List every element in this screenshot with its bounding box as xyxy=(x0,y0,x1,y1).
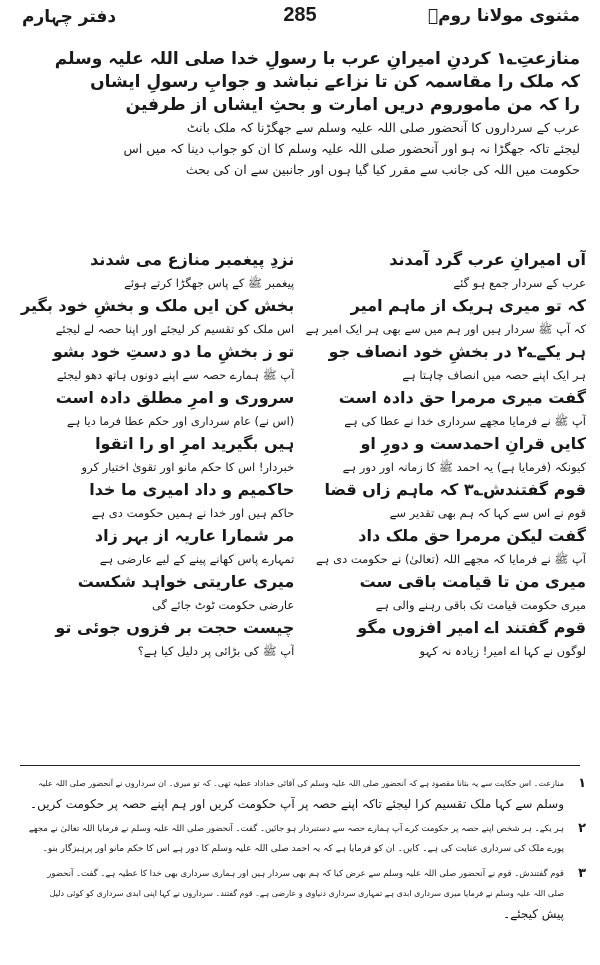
verse-second-hemistich: تو ز بخشِ ما دو دستِ خود بشو xyxy=(52,342,295,361)
translation-couplet xyxy=(14,272,586,294)
translation-second-half: (اس نے) عام سرداری اور حکم عطا فرما دیا ہے xyxy=(66,414,295,428)
translation-first-half: کہ آپ ﷺ سردار ہیں اور ہم میں سے بھی ہر ایک امیر ہے xyxy=(305,322,586,336)
translation-first-half: آپ ﷺ نے فرمایا کہ مجھے اللہ (تعالیٰ) نے حکومت دی ہے xyxy=(315,552,586,566)
translation-line: عرب کے سرداروں کا آنحضور صلی اللہ علیہ وسلم سے جھگڑنا کہ ملک بانٹ xyxy=(186,120,580,135)
verse-second-hemistich: بخش کن ایں ملک و بخشِ خود بگیر xyxy=(21,296,295,315)
footnote-divider xyxy=(20,765,580,766)
persian-couplet xyxy=(14,570,586,594)
heading-line: را کہ من ماموروم دریں امارت و بحثِ ایشاں از طرفین xyxy=(125,95,580,115)
verse-second-hemistich: حاکمیم و داد امیری ما خدا xyxy=(89,480,295,499)
verse-first-hemistich: کہ تو میری ہریک از ماہم امیر xyxy=(350,296,586,315)
footnote-text: ہر یکے۔ ہر شخص اپنے حصہ پر حکومت کرے آپ ہمارے حصہ سے دستبردار ہو جائیں۔ گفت۔ آنحضور صلی اللہ علیہ وسلم نے فرمایا اللہ تعالیٰ نے مجھے xyxy=(28,824,564,834)
footnote-text: قوم گفتندش۔ قوم نے آنحضور صلی اللہ علیہ وسلم سے عرض کیا کہ ہم بھی سردار ہیں اور ہماری سرداری بھی خدا کا عطیہ ہے۔ گفت۔ آنحضور xyxy=(47,869,564,879)
footnote-text: وسلم سے کہا ملک تقسیم کرا لیجئے تاکہ اپنے حصہ پر آپ حکومت کریں اور ہم اپنے حصہ پر حکومت کریں۔ xyxy=(30,797,564,811)
translation-couplet xyxy=(14,548,586,570)
persian-couplet xyxy=(14,432,586,456)
verse-second-hemistich: مر شمارا عاریہ از بہر زاد xyxy=(94,526,295,545)
footnote-text: صلی اللہ علیہ وسلم نے فرمایا میری سرداری ابدی ہے تمہاری سرداری دنیاوی و عارضی ہے۔ قوم گفتند۔ سرداروں نے کہا اپنی ابدی سرداری کو کوئی دلیل xyxy=(49,889,564,898)
translation-couplet xyxy=(14,502,586,524)
persian-couplet xyxy=(14,616,586,640)
section-heading-prose xyxy=(22,48,580,180)
translation-couplet xyxy=(14,640,586,662)
verse-first-hemistich: آں امیرانِ عرب گرد آمدند xyxy=(389,250,586,269)
footnotes xyxy=(22,774,586,929)
translation-line: حکومت میں اللہ کی جانب سے مقرر کیا گیا ہوں اور جانبین سے ان کی بحث xyxy=(185,162,580,177)
footnote-number: ۱ xyxy=(578,776,586,791)
verse-first-hemistich: ہر یکے؎۲ در بخشِ خود انصاف جو xyxy=(328,342,586,361)
footnote xyxy=(22,864,586,924)
translation-second-half: اس ملک کو تقسیم کر لیجئے اور اپنا حصہ لے لیجئے xyxy=(55,322,295,336)
translation-first-half: لوگوں نے کہا اے امیر! زیادہ نہ کہو xyxy=(419,644,586,658)
page-number: 285 xyxy=(283,4,317,26)
footnote-number: ۲ xyxy=(578,821,586,836)
footnote-text: پورے ملک کی سرداری عنایت کی ہے۔ کایں۔ ان کو فرمایا ہے کہ یہ احمد صلی اللہ علیہ وسلم کا دور ہے اس کا حکم مانو اور پرہیزگار بنو۔ xyxy=(42,844,564,854)
volume-title: دفتر چہارم xyxy=(22,7,117,27)
translation-second-half: آپ ﷺ ہمارے حصہ سے اپنے دونوں ہاتھ دھو لیجئے xyxy=(56,368,295,382)
translation-second-half: آپ ﷺ کی بڑائی پر دلیل کیا ہے؟ xyxy=(137,644,295,658)
verse-second-hemistich: سروری و امرِ مطلق دادہ است xyxy=(55,388,295,407)
heading-line: منازعتِ؎۱ کردنِ امیرانِ عرب با رسولِ خدا صلی اللہ علیہ وسلم xyxy=(54,49,580,69)
footnote-text: منازعت۔ اس حکایت سے یہ بتانا مقصود ہے کہ آنحضور صلی اللہ علیہ وسلم کی آقائی خداداد عطیہ تھی۔ کہ تو میری۔ ان سرداروں نے آنحضور صلی اللہ علیہ xyxy=(38,779,564,788)
verse-second-hemistich: میری عاریتی خواہد شکست xyxy=(77,572,295,591)
persian-couplet xyxy=(14,340,586,364)
persian-couplet xyxy=(14,294,586,318)
translation-first-half: قوم نے اس سے کہا کہ ہم بھی تقدیر سے xyxy=(389,506,586,520)
footnote-number: ۳ xyxy=(578,866,586,881)
translation-couplet xyxy=(14,594,586,616)
heading-line: کہ ملک را مقاسمہ کن تا نزاعے نباشد و جوابِ رسولِ ایشاں xyxy=(90,72,580,92)
translation-first-half: میری حکومت قیامت تک باقی رہنے والی ہے xyxy=(375,598,586,612)
book-title: مثنوی مولانا رومؒ xyxy=(427,6,580,26)
translation-couplet xyxy=(14,456,586,478)
footnote xyxy=(22,774,586,814)
translation-second-half: خبردار! اس کا حکم مانو اور تقویٰ اختیار کرو xyxy=(81,460,295,474)
persian-couplet xyxy=(14,386,586,410)
persian-couplet xyxy=(14,248,586,272)
verse-first-hemistich: گفت میری مرمرا حق دادہ است xyxy=(338,388,586,407)
translation-first-half: کیونکہ (فرمایا ہے) یہ احمد ﷺ کا زمانہ اور دور ہے xyxy=(342,460,586,474)
footnote xyxy=(22,819,586,859)
translation-couplet xyxy=(14,410,586,432)
translation-couplet xyxy=(14,318,586,340)
translation-second-half: حاکم ہیں اور خدا نے ہمیں حکومت دی ہے xyxy=(91,506,295,520)
verse-first-hemistich: قوم گفتندش؎۳ کہ ماہم زاں قضا xyxy=(324,480,586,499)
verse-second-hemistich: ہیں بگیرید امرِ او را اتقوا xyxy=(95,434,295,453)
translation-second-half: پیغمبر ﷺ کے پاس جھگڑا کرتے ہوئے xyxy=(124,276,295,290)
translation-couplet xyxy=(14,364,586,386)
page-header xyxy=(14,4,586,34)
persian-couplet xyxy=(14,524,586,548)
translation-first-half: عرب کے سردار جمع ہو گئے xyxy=(453,276,586,290)
persian-couplet xyxy=(14,478,586,502)
verse-first-hemistich: میری من تا قیامت باقی ست xyxy=(359,572,586,591)
verse-first-hemistich: قوم گفتند اے امیر افزوں مگو xyxy=(357,618,586,637)
translation-second-half: تمہارے پاس کھانے پینے کے لیے عارضی ہے xyxy=(99,552,295,566)
verse-block xyxy=(14,248,586,662)
translation-first-half: آپ ﷺ نے فرمایا مجھے سرداری خدا نے عطا کی ہے xyxy=(344,414,586,428)
footnote-text: پیش کیجئے۔ xyxy=(503,907,564,921)
translation-line: لیجئے تاکہ جھگڑا نہ ہو اور آنحضور صلی اللہ علیہ وسلم کا ان کو جواب دینا کہ میں اس xyxy=(123,141,580,156)
verse-first-hemistich: گفت لیکن مرمرا حق ملک داد xyxy=(358,526,586,545)
verse-second-hemistich: چیست حجت بر فزوں جوئی تو xyxy=(55,618,295,637)
translation-second-half: عارضی حکومت ٹوٹ جائے گی xyxy=(151,598,295,612)
translation-first-half: ہر ایک اپنے حصہ میں انصاف چاہتا ہے xyxy=(402,368,586,382)
verse-first-hemistich: کایں قرانِ احمدست و دورِ او xyxy=(360,434,586,453)
verse-second-hemistich: نزدِ پیغمبر منازع می شدند xyxy=(90,250,295,269)
